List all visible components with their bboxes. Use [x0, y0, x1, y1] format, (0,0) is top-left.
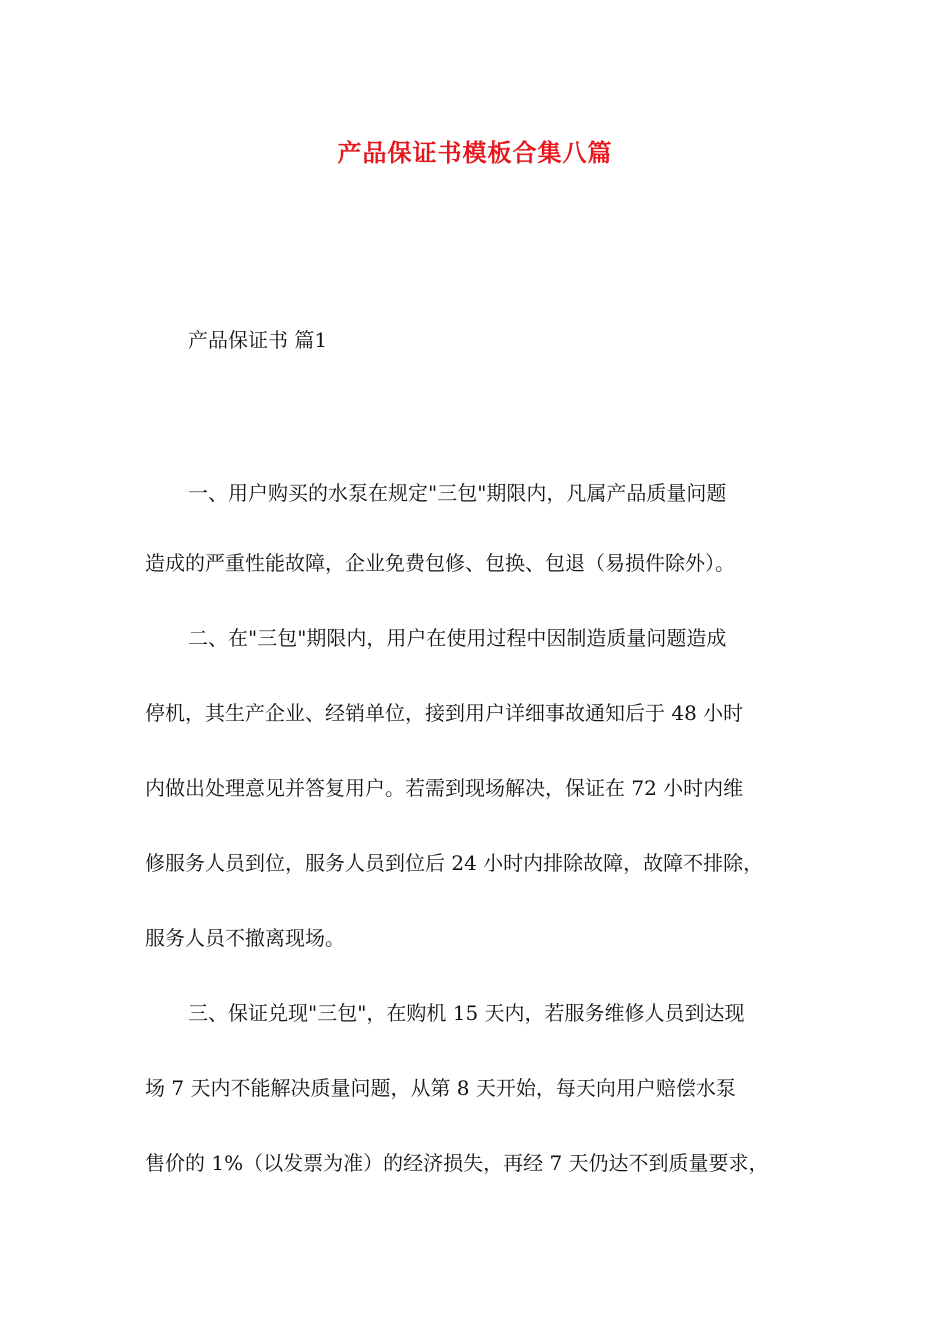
paragraph-line: 售价的 1%（以发票为准）的经济损失，再经 7 天仍达不到质量要求， [145, 1151, 769, 1175]
paragraph-line: 二、在"三包"期限内，用户在使用过程中因制造质量问题造成 [188, 626, 727, 650]
section-heading: 产品保证书 篇1 [188, 328, 328, 352]
paragraph-line: 服务人员不撤离现场。 [145, 926, 345, 950]
paragraph-line: 场 7 天内不能解决质量问题，从第 8 天开始，每天向用户赔偿水泵 [145, 1076, 736, 1100]
document-title: 产品保证书模板合集八篇 [337, 138, 613, 167]
paragraph-line: 修服务人员到位，服务人员到位后 24 小时内排除故障，故障不排除， [145, 851, 764, 875]
paragraph-line: 停机，其生产企业、经销单位，接到用户详细事故通知后于 48 小时 [145, 701, 744, 725]
paragraph-line: 内做出处理意见并答复用户。若需到现场解决，保证在 72 小时内维 [145, 776, 744, 800]
paragraph-line: 三、保证兑现"三包"，在购机 15 天内，若服务维修人员到达现 [188, 1001, 745, 1025]
paragraph-line: 造成的严重性能故障，企业免费包修、包换、包退（易损件除外）。 [145, 551, 735, 575]
paragraph-line: 一、用户购买的水泵在规定"三包"期限内，凡属产品质量问题 [188, 481, 727, 505]
